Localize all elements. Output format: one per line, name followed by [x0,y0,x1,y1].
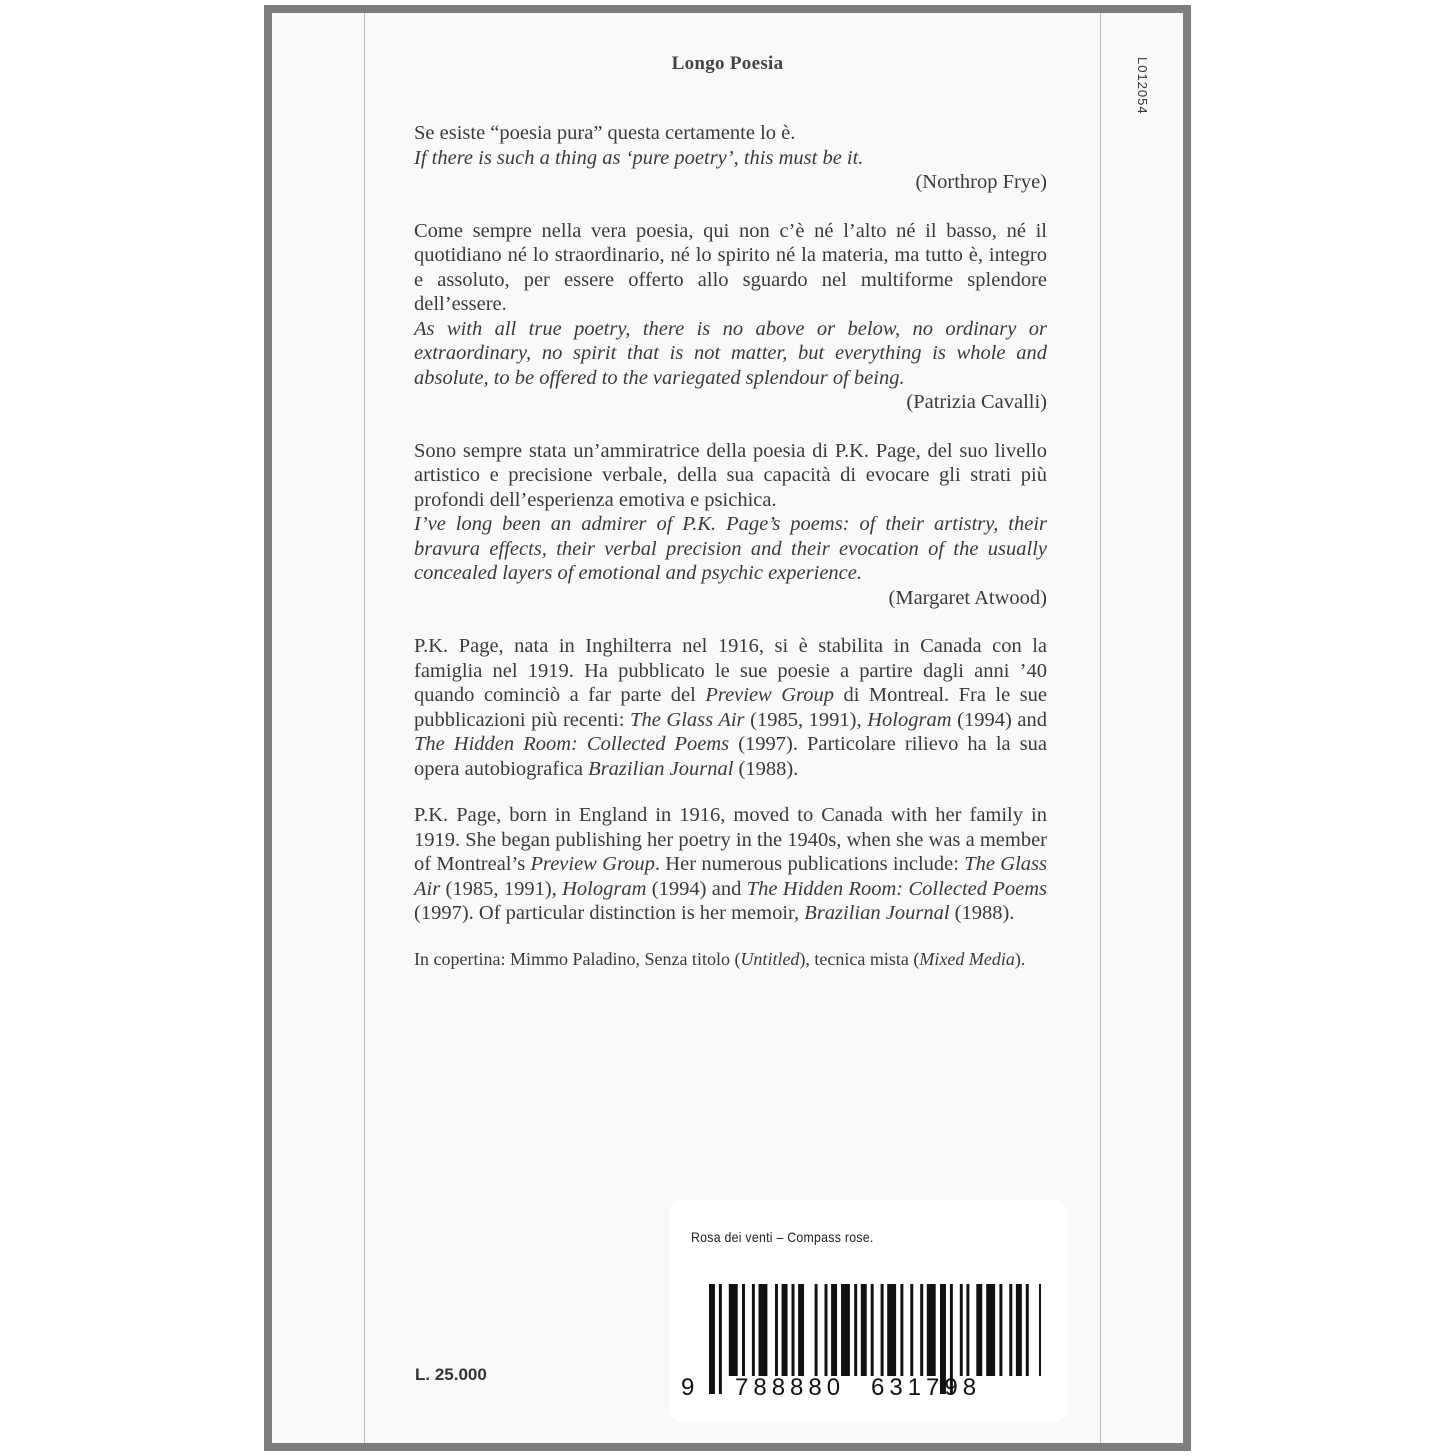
quote-attribution: (Patrizia Cavalli) [906,391,1047,413]
barcode-bar [782,1284,788,1376]
barcode-bar [792,1284,795,1376]
barcode-bar [759,1284,768,1376]
barcode-bar [742,1284,745,1376]
barcode-bar [775,1284,778,1376]
quote-italian: Sono sempre stata un’ammiratrice della poesia di P.K. Page, del suo livello artistico e precisione verbale, della sua capacità di evocare gli strati più profondi dell’esperienza emotiva e psichica. [414,439,1047,511]
blurb-text [414,121,1047,971]
quote-italian: Come sempre nella vera poesia, qui non c’è né l’alto né il basso, né il quotidiano né lo straordinario, né lo spirito né la materia, ma tutto è, integro e assoluto, per essere offerto allo sguardo nel multiforme splendore dell’essere. [414,219,1047,315]
ean-right-digits: 631798 [871,1374,982,1401]
ean-left-digits: 788880 [735,1374,846,1401]
quote-attribution: (Northrop Frye) [915,171,1047,193]
barcode-bar [815,1284,818,1376]
barcode-bar [854,1284,857,1376]
barcode-bar [871,1284,874,1376]
quote-frye [414,121,1047,195]
quote-cavalli [414,219,1047,415]
author-bio-english: P.K. Page, born in England in 1916, moved to Canada with her family in 1919. She began publishing her poetry in the 1940s, when she was a member of Montreal’s Preview Group. Her numerous publications include: The Glass Air (1985, 1991), Hologram (1994) and The Hidden Room: Collected Poems (1997). Of particular distinction is her memoir, Brazilian Journal (1988). [414,804,1047,924]
barcode-bar [841,1284,850,1376]
barcode-bar [1009,1284,1012,1376]
price-label: L. 25.000 [415,1365,487,1384]
barcode-bar [999,1284,1002,1376]
barcode-bar [798,1284,804,1376]
book-back-cover [264,5,1191,1451]
barcode-bar [966,1284,969,1376]
barcode-bar [927,1284,936,1376]
quote-english: If there is such a thing as ‘pure poetry’, this must be it. [414,146,864,169]
barcode-bar [986,1284,995,1376]
quote-english: I’ve long been an admirer of P.K. Page’s poems: of their artistry, their bravura effects, their verbal precision and their evocation of the usually concealed layers of emotional and psychic experience. [414,513,1047,584]
quote-italian: Se esiste “poesia pura” questa certamente lo è. [414,122,796,144]
fold-line-right [1100,13,1101,1443]
barcode-bar [831,1284,837,1376]
quote-attribution: (Margaret Atwood) [888,586,1047,609]
author-bio-italian: P.K. Page, nata in Inghilterra nel 1916, si è stabilita in Canada con la famiglia nel 1919. Ha pubblicato le sue poesie a partire dagli anni ’40 quando cominciò a far parte del Preview Group di Montreal. Fra le sue pubblicazioni più recenti: The Glass Air (1985, 1991), Hologram (1994) and The Hidden Room: Collected Poems (1997). Particolare rilievo ha la sua opera autobiografica Brazilian Journal (1988). [414,635,1048,780]
barcode-bar [719,1284,722,1394]
sticker-title: Rosa dei venti – Compass rose. [691,1229,874,1245]
barcode-bar [752,1284,755,1376]
barcode-bar [887,1284,896,1376]
barcode-sticker [669,1200,1068,1422]
barcode-bar [900,1284,903,1376]
barcode-bar [1039,1284,1041,1376]
barcode-bar [976,1284,982,1376]
cover-credit: In copertina: Mimmo Paladino, Senza titolo (Untitled), tecnica mista (Mixed Media). [414,948,1026,969]
barcode-bar [1016,1284,1022,1376]
barcode-bar [910,1284,913,1376]
barcode-bar [709,1284,715,1394]
barcode-bar [960,1284,963,1376]
barcode-bar [861,1284,867,1376]
ean-first-digit: 9 [681,1374,700,1401]
barcode-bar [825,1284,828,1376]
barcode-bar [920,1284,923,1376]
spine-code: L012054 [1135,57,1150,115]
quote-atwood [414,439,1047,611]
barcode-bar [729,1284,738,1376]
series-title: Longo Poesia [671,53,784,74]
barcode-bar [1026,1284,1029,1376]
quote-english: As with all true poetry, there is no above or below, no ordinary or extraordinary, no spirit that is not matter, but everything is whole and absolute, to be offered to the variegated splendour of being. [414,317,1047,389]
fold-line-left [364,13,365,1443]
barcode-bar [881,1284,884,1376]
